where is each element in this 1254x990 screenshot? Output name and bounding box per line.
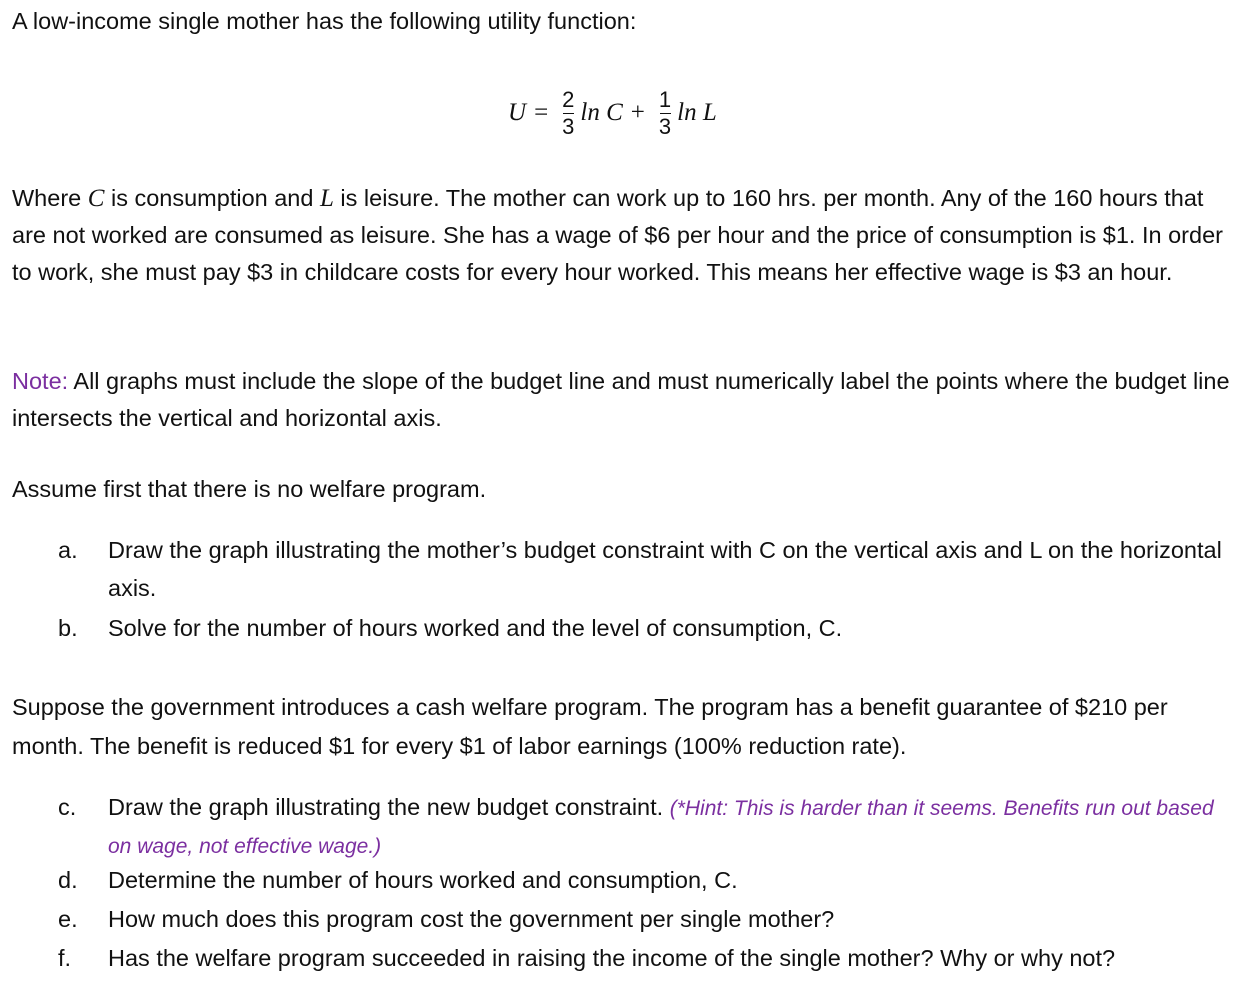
where-text-1: Where: [12, 185, 88, 211]
list-item-text: [108, 789, 1234, 865]
fraction-two-thirds: [562, 88, 574, 139]
note-paragraph: [12, 363, 1230, 437]
list-item-a: [58, 531, 1234, 607]
where-text-2: is consumption and: [104, 185, 320, 211]
fraction-numerator: 2: [562, 86, 575, 112]
list-item-text: Solve for the number of hours worked and the level of consumption, C.: [108, 615, 843, 641]
equation-lhs: U: [508, 99, 527, 126]
list-marker: a.: [58, 537, 78, 563]
assume-text: Assume first that there is no welfare program.: [12, 476, 487, 502]
fraction-numerator: 1: [658, 86, 672, 112]
list-item-text: Determine the number of hours worked and consumption, C.: [108, 867, 738, 893]
suppose-paragraph: Suppose the government introduces a cash welfare program. The program has a benefit guarantee of $210 per month. The benefit is reduced $1 for every $1 of labor earnings (100% reduction rate).: [12, 694, 1168, 759]
equation-term-consumption: ln C: [580, 99, 623, 126]
list-marker: b.: [58, 615, 78, 641]
utility-equation: [508, 78, 717, 148]
list-item-text: Draw the graph illustrating the mother’s budget constraint with C on the vertical axis and L on the horizontal axis.: [108, 537, 1222, 601]
list-item-d: [58, 861, 1234, 899]
equation-plus: +: [630, 99, 645, 126]
list-item-c: [58, 789, 1234, 865]
list-marker: c.: [58, 794, 77, 820]
list-item-text: Has the welfare program succeeded in raising the income of the single mother? Why or why not?: [108, 945, 1116, 971]
equation-term-leisure: ln L: [677, 99, 717, 126]
list-item-text: How much does this program cost the government per single mother?: [108, 906, 835, 932]
fraction-denominator: 3: [562, 113, 575, 139]
note-text: All graphs must include the slope of the budget line and must numerically label the points where the budget line intersects the vertical and horizontal axis.: [12, 368, 1230, 431]
list-marker: e.: [58, 906, 78, 932]
list-item-e: [58, 900, 1234, 938]
note-label: Note:: [12, 368, 69, 394]
where-paragraph: [12, 180, 1230, 291]
fraction-denominator: 3: [658, 113, 672, 139]
where-text-3: is leisure. The mother can work up to 160 hrs. per month. Any of the 160 hours that are not worked are consumed as leisure. She has a wage of $6 per hour and the price of consumption is $1. In order to work, she must pay $3 in childcare costs for every hour worked. This means her effective wage is $3 an hour.: [12, 185, 1223, 285]
symbol-l: L: [319, 185, 334, 212]
intro-text: A low-income single mother has the following utility function:: [12, 8, 637, 34]
equation-equals: =: [534, 99, 549, 126]
hint-text: (*Hint: This is harder than it seems. Benefits run out based on wage, not effective wage.): [108, 797, 1214, 858]
symbol-c: C: [87, 185, 105, 212]
item-c-text: Draw the graph illustrating the new budget constraint.: [108, 794, 670, 820]
list-item-f: [58, 939, 1234, 977]
list-marker: d.: [58, 867, 78, 893]
list-item-b: [58, 609, 1234, 647]
fraction-one-third: [659, 88, 671, 139]
list-marker: f.: [58, 945, 72, 971]
